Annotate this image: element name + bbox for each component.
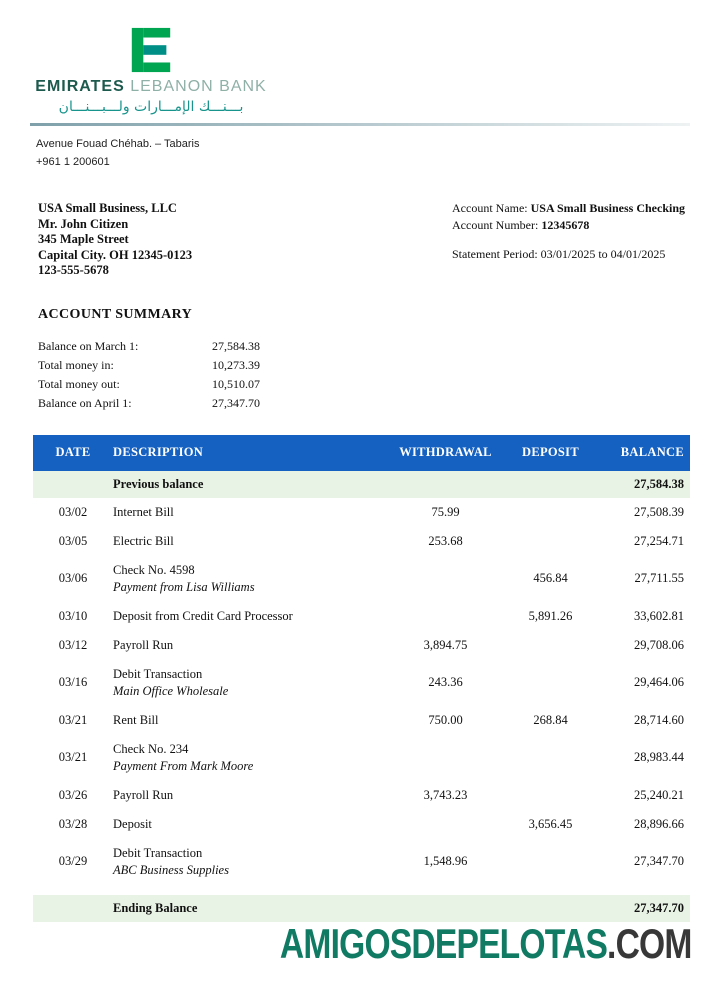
account-summary-title: ACCOUNT SUMMARY (38, 306, 193, 322)
ending-balance-row (33, 895, 690, 922)
bank-name-primary: EMIRATES (35, 78, 125, 95)
transaction-description (113, 787, 383, 804)
bank-name (26, 78, 276, 96)
transaction-description (113, 608, 383, 625)
statement-header (0, 0, 720, 171)
transaction-date: 03/28 (58, 816, 88, 831)
summary-label: Total money in: (38, 357, 114, 372)
table-row (33, 556, 690, 602)
table-row (33, 527, 690, 556)
account-summary (38, 307, 720, 413)
summary-value: 10,510.07 (212, 376, 260, 391)
summary-value: 27,584.38 (212, 338, 260, 353)
transaction-date: 03/06 (58, 571, 88, 586)
customer-phone: 123-555-5678 (38, 263, 109, 278)
table-row (33, 660, 690, 706)
site-watermark (280, 920, 692, 968)
transaction-date: 03/02 (58, 504, 88, 519)
account-info-block (452, 201, 690, 279)
table-row (33, 781, 690, 810)
transaction-deposit: 3,656.45 (528, 816, 573, 831)
transaction-balance: 28,983.44 (634, 750, 684, 765)
table-row (33, 631, 690, 660)
transaction-description-main: Internet Bill (113, 504, 174, 519)
transaction-balance: 27,254.71 (634, 533, 684, 548)
transaction-balance: 27,711.55 (634, 571, 684, 586)
transaction-description-main: Deposit (113, 816, 152, 831)
transaction-balance: 29,708.06 (634, 637, 684, 652)
table-body (33, 498, 690, 885)
table-row (33, 735, 690, 781)
transaction-balance: 25,240.21 (634, 787, 684, 802)
transaction-description (113, 637, 383, 654)
table-row (33, 706, 690, 735)
bank-phone: +961 1 200601 (36, 155, 110, 168)
customer-address-block (38, 201, 192, 279)
transaction-description-detail: ABC Business Supplies (113, 862, 229, 877)
bank-brand (26, 26, 276, 115)
summary-row (38, 394, 720, 413)
transaction-description-main: Payroll Run (113, 637, 174, 652)
header-deposit: DEPOSIT (522, 445, 579, 460)
customer-account-row (38, 201, 690, 279)
transaction-balance: 29,464.06 (634, 675, 684, 690)
transaction-description-main: Deposit from Credit Card Processor (113, 608, 293, 623)
transaction-description-main: Electric Bill (113, 533, 174, 548)
account-name-value: USA Small Business Checking (530, 201, 686, 216)
transaction-date: 03/21 (58, 712, 88, 727)
summary-value: 27,347.70 (212, 395, 260, 410)
transaction-description-main: Debit Transaction (113, 845, 203, 860)
customer-city: Capital City. OH 12345-0123 (38, 247, 193, 262)
header-date: DATE (55, 445, 91, 460)
watermark-brand: AMIGOSDEPELOTAS (280, 920, 608, 967)
account-name-line (452, 201, 690, 216)
transaction-withdrawal: 1,548.96 (423, 854, 468, 869)
transaction-description (113, 712, 383, 729)
statement-period: Statement Period: 03/01/2025 to 04/01/2025 (452, 247, 666, 262)
customer-contact: Mr. John Citizen (38, 216, 129, 231)
ending-balance-value: 27,347.70 (634, 900, 684, 915)
transaction-description-detail: Payment from Lisa Williams (113, 579, 255, 594)
summary-label: Total money out: (38, 376, 120, 391)
customer-street: 345 Maple Street (38, 232, 129, 247)
table-row (33, 839, 690, 885)
table-row (33, 602, 690, 631)
account-number-line (452, 218, 690, 233)
transaction-withdrawal: 3,743.23 (423, 787, 468, 802)
previous-balance-row (33, 471, 690, 498)
transaction-description (113, 741, 383, 775)
transaction-balance: 27,508.39 (634, 504, 684, 519)
transaction-balance: 28,714.60 (634, 712, 684, 727)
transaction-deposit: 268.84 (533, 712, 568, 727)
table-row (33, 498, 690, 527)
summary-row (38, 375, 720, 394)
summary-value: 10,273.39 (212, 357, 260, 372)
transaction-date: 03/16 (58, 675, 88, 690)
transaction-withdrawal: 750.00 (428, 712, 463, 727)
transaction-description (113, 504, 383, 521)
table-header-row (33, 435, 690, 471)
transaction-description (113, 562, 383, 596)
bank-logo-icon (26, 26, 276, 74)
transaction-date: 03/05 (58, 533, 88, 548)
bank-name-arabic: بـــنـــك الإمـــارات ولـــبـــنـــان (58, 99, 244, 115)
header-withdrawal: WITHDRAWAL (399, 445, 492, 460)
previous-balance-label: Previous balance (113, 476, 204, 491)
header-divider (30, 123, 690, 126)
transaction-withdrawal: 253.68 (428, 533, 463, 548)
transaction-description-main: Check No. 234 (113, 741, 189, 756)
customer-name: USA Small Business, LLC (38, 201, 177, 216)
transaction-description-main: Payroll Run (113, 787, 174, 802)
previous-balance-value: 27,584.38 (634, 476, 684, 491)
transaction-deposit: 5,891.26 (528, 608, 573, 623)
summary-row (38, 356, 720, 375)
transaction-description (113, 816, 383, 833)
bank-name-tertiary: BANK (219, 78, 267, 95)
header-balance: BALANCE (620, 445, 684, 460)
header-description: DESCRIPTION (113, 445, 204, 460)
transaction-description (113, 533, 383, 550)
transaction-description (113, 666, 383, 700)
ending-balance-label: Ending Balance (113, 900, 198, 915)
summary-label: Balance on March 1: (38, 338, 139, 353)
transaction-withdrawal: 3,894.75 (423, 637, 468, 652)
transaction-date: 03/26 (58, 787, 88, 802)
bank-address: Avenue Fouad Chéhab. – Tabaris (36, 138, 200, 150)
bank-name-secondary: LEBANON (130, 78, 214, 95)
transaction-date: 03/12 (58, 637, 88, 652)
watermark-suffix: .COM (607, 920, 692, 967)
table-row (33, 810, 690, 839)
transaction-balance: 33,602.81 (634, 608, 684, 623)
transaction-description-main: Debit Transaction (113, 666, 203, 681)
transaction-description-detail: Payment From Mark Moore (113, 758, 254, 773)
account-name-label: Account Name: (452, 201, 531, 216)
transaction-withdrawal: 75.99 (431, 504, 460, 519)
transaction-balance: 28,896.66 (634, 816, 684, 831)
transaction-date: 03/10 (58, 608, 88, 623)
account-number-label: Account Number: (452, 218, 542, 233)
account-number-value: 12345678 (541, 218, 590, 233)
transaction-date: 03/29 (58, 854, 88, 869)
transaction-withdrawal: 243.36 (428, 675, 463, 690)
summary-row (38, 337, 720, 356)
bank-contact-block (36, 136, 720, 171)
summary-label: Balance on April 1: (38, 395, 132, 410)
transaction-date: 03/21 (58, 750, 88, 765)
transaction-description-detail: Main Office Wholesale (113, 683, 229, 698)
transaction-description (113, 845, 383, 879)
transactions-table (33, 435, 690, 922)
transaction-balance: 27,347.70 (634, 854, 684, 869)
transaction-description-main: Check No. 4598 (113, 562, 195, 577)
transaction-deposit: 456.84 (533, 571, 568, 586)
transaction-description-main: Rent Bill (113, 712, 159, 727)
